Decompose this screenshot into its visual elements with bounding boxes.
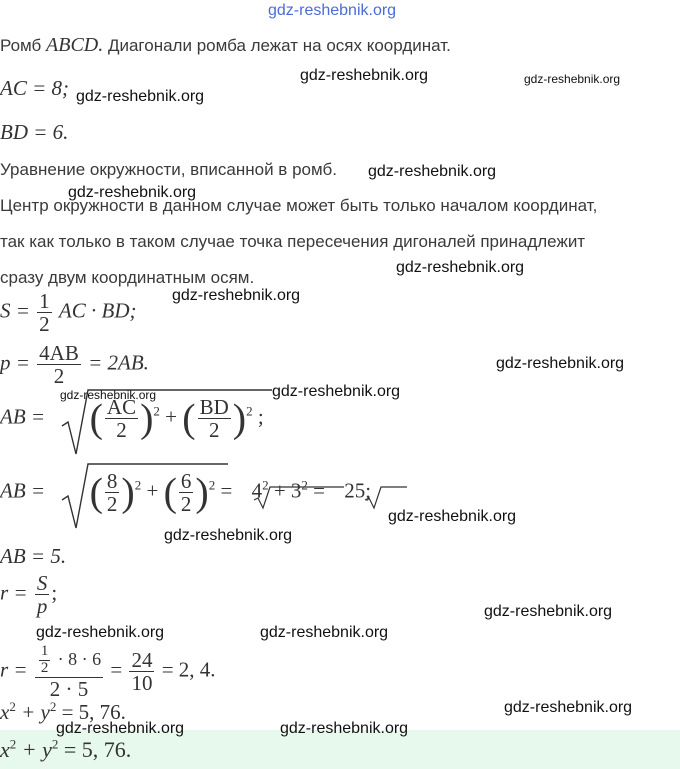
circle-equation: $x^2 + y^2 = 5$, 76.	[0, 699, 126, 724]
watermark: gdz-reshebnik.org	[56, 720, 185, 737]
intro-rest: Диагонали ромба лежат на осях координат.	[107, 36, 451, 55]
intro-line	[0, 34, 451, 57]
watermark: gdz-reshebnik.org	[504, 699, 633, 716]
area-fraction: $\frac{1}{2}$	[39, 289, 50, 337]
ab1-fraction-bd: $\frac{BD}{2}$	[199, 395, 229, 443]
watermark: gdz-reshebnik.org	[300, 67, 429, 84]
given-ac: AC = 8;	[0, 76, 69, 100]
perimeter-formula: p = $\frac{4AB}{2}$ = 2AB.	[0, 341, 149, 389]
watermark: gdz-reshebnik.org	[280, 720, 409, 737]
site-link[interactable]: gdz-reshebnik.org	[268, 2, 397, 19]
watermark: gdz-reshebnik.org	[68, 184, 197, 201]
intro-word: Ромб	[0, 36, 42, 55]
explain-line-4: сразу двум координатным осям.	[0, 268, 255, 287]
ab-formula-2: AB = ( $\frac{8}{2}$ )$^2$ + ( $\frac{6}{2}$ )$^2 = 4^2 + 3^2 = 25$;	[0, 469, 372, 517]
radius-calc-fraction: $\frac{1}{2}$ · 8 · 6 2 · 5	[35, 644, 103, 700]
watermark: gdz-reshebnik.org	[36, 624, 165, 641]
watermark: gdz-reshebnik.org	[260, 624, 389, 641]
watermark: gdz-reshebnik.org	[272, 383, 401, 400]
ab1-fraction-ac: $\frac{AC}{2}$	[106, 395, 137, 443]
watermark: gdz-reshebnik.org	[172, 287, 301, 304]
watermark: gdz-reshebnik.org	[496, 355, 625, 372]
half-fraction: $\frac{1}{2}$	[40, 643, 49, 676]
rhombus-name: ABCD.	[46, 34, 104, 56]
radius-calc: r = $\frac{1}{2}$ · 8 · 6 2 · 5 = $\frac{24}{10}$ = 2, 4.	[0, 643, 216, 701]
watermark: gdz-reshebnik.org	[76, 88, 205, 105]
watermark: gdz-reshebnik.org	[164, 527, 293, 544]
explain-line-2: Центр окружности в данном случае может быть только началом координат,	[0, 196, 598, 215]
watermark: gdz-reshebnik.org	[524, 72, 621, 86]
watermark: gdz-reshebnik.org	[60, 388, 157, 402]
answer-equation: $x^2 + y^2 = 5$, 76.	[0, 736, 132, 762]
watermark: gdz-reshebnik.org	[388, 508, 517, 525]
radius-fraction: $\frac{S}{p}$	[36, 571, 48, 619]
perimeter-fraction: $\frac{4AB}{2}$	[39, 341, 79, 389]
radical-sign-4	[365, 486, 407, 510]
ab-result: AB = 5.	[0, 544, 67, 568]
ab2-fraction-8: $\frac{8}{2}$	[106, 469, 118, 517]
radius-formula: r = $\frac{S}{p}$ ;	[0, 571, 58, 619]
ab2-fraction-6: $\frac{6}{2}$	[180, 469, 192, 517]
watermark: gdz-reshebnik.org	[368, 163, 497, 180]
radius-24-10-fraction: $\frac{24}{10}$	[131, 648, 153, 696]
explain-line-1: Уравнение окружности, вписанной в ромб.	[0, 160, 337, 179]
explain-line-3: так как только в таком случае точка пересечения дигоналей принадлежит	[0, 232, 586, 251]
watermark: gdz-reshebnik.org	[396, 259, 525, 276]
given-bd: BD = 6.	[0, 120, 69, 144]
watermark: gdz-reshebnik.org	[484, 603, 613, 620]
ab-formula-1: AB = ( $\frac{AC}{2}$ )$^2$ + ( $\frac{BD}{2}$ )$^2$ ;	[0, 395, 264, 443]
area-formula: S = $\frac{1}{2}$ AC · BD;	[0, 289, 137, 337]
